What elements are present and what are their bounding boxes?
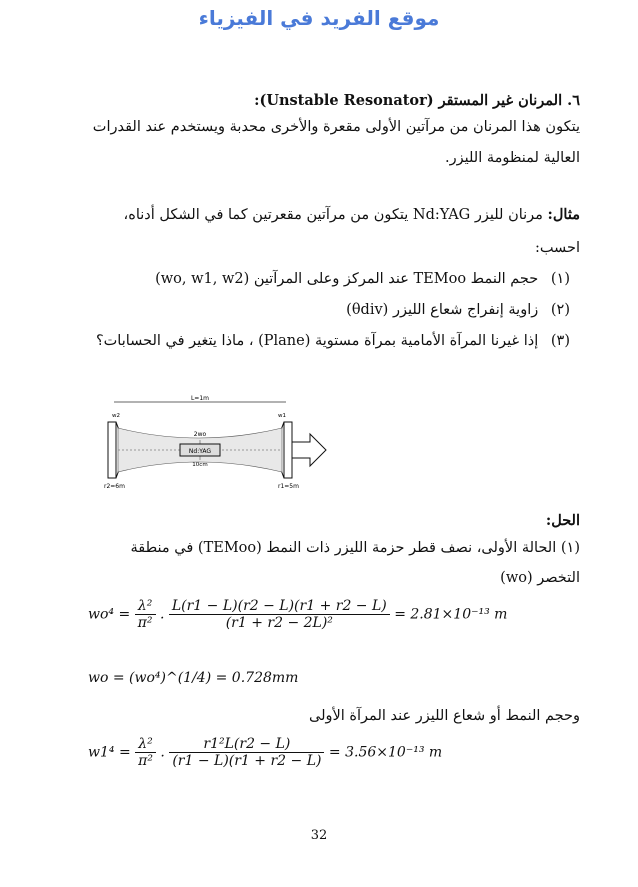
solution-title: الحل: xyxy=(545,512,580,529)
eq3-frac-a xyxy=(135,736,156,769)
example-label: مثال: xyxy=(547,206,580,223)
eq1-a-den: π² xyxy=(137,615,153,631)
resonator-diagram xyxy=(98,392,328,492)
item-text: حجم النمط TEMoo عند المركز وعلى المرآتين (wo, w1, w2) xyxy=(155,271,539,287)
solution-line-2: التخصر (wo) xyxy=(500,570,580,586)
eq3-a-den: π² xyxy=(138,753,153,769)
question-item-2 xyxy=(346,302,570,318)
paragraph-line-2: العالية لمنظومة الليزر. xyxy=(445,150,580,166)
waist-label: 2wo xyxy=(193,431,207,438)
r1-label: r1=5m xyxy=(278,483,299,490)
equation-3: w1⁴ = $\frac{\text{λ²}}{\text{π²}}$ . $\frac{\text{r1²L(r2 − L)}}{(r1 - L)(r1 + r2 - L)}$ = 3.56×10⁻¹³ m xyxy=(88,736,443,769)
eq3-lhs: w1⁴ = xyxy=(88,744,131,761)
solution-line-1: (١) الحالة الأولى، نصف قطر حزمة الليزر ذات النمط (TEMoo) في منطقة xyxy=(130,540,580,556)
example-text: مرنان لليزر Nd:YAG يتكون من مرآتين مقعرتين كما في الشكل أدناه، xyxy=(123,207,543,223)
mirror-left xyxy=(108,422,116,478)
equation-2: wo = (wo⁴)^(1/4) = 0.728mm xyxy=(88,670,299,686)
eq1-frac-a xyxy=(135,598,156,631)
item-text: زاوية إنفراج شعاع الليزر (θdiv) xyxy=(346,302,539,318)
item-number: (٣) xyxy=(550,333,570,349)
eq1-b-den: (r1 + r2 − 2L)² xyxy=(225,615,333,631)
eq1-rhs: = 2.81×10⁻¹³ m xyxy=(394,606,508,623)
r2-label: r2=6m xyxy=(104,483,125,490)
eq1-frac-b xyxy=(169,598,390,631)
w1-label: w1 xyxy=(278,413,286,419)
length-label: L=1m xyxy=(190,395,210,402)
section-title: ٦. المرنان غير المستقر (Unstable Resonator): xyxy=(254,92,580,109)
crystal-label: Nd:YAG xyxy=(188,448,212,455)
w2-label: w2 xyxy=(112,413,120,419)
item-number: (٢) xyxy=(550,302,570,318)
eq1-a-num: λ² xyxy=(135,598,156,615)
page-number: 32 xyxy=(310,828,328,843)
equation-1: wo⁴ = $\frac{\text{λ²}}{\text{π²}}$ . $\frac{L(r1 - L)(r2 - L)(r1 + r2 - L)}{\text{(r1 + r2 − 2L)²}}$ = 2.81×10⁻¹³ m xyxy=(88,598,508,631)
question-item-1 xyxy=(155,271,570,287)
item-text: إذا غيرنا المرآة الأمامية بمرآة مستوية (Plane) ، ماذا يتغير في الحسابات؟ xyxy=(95,333,539,349)
site-title: موقع الفريد في الفيزياء xyxy=(198,6,440,30)
question-item-3 xyxy=(96,333,570,349)
item-number: (١) xyxy=(550,271,570,287)
ask-label: احسب: xyxy=(534,240,580,256)
eq3-frac-b xyxy=(169,736,324,769)
eq3-rhs: = 3.56×10⁻¹³ m xyxy=(328,744,443,761)
example-line xyxy=(124,206,580,223)
mirror-right xyxy=(284,422,292,478)
output-arrow-icon xyxy=(292,434,326,466)
crystal-length-label: 10cm xyxy=(192,462,208,468)
eq3-b-den: (r1 − L)(r1 + r2 − L) xyxy=(172,753,322,769)
eq3-a-num: λ² xyxy=(135,736,156,753)
eq1-b-num: L(r1 − L)(r2 − L)(r1 + r2 − L) xyxy=(169,598,390,615)
eq1-lhs: wo⁴ = xyxy=(88,606,131,623)
paragraph-line-1: يتكون هذا المرنان من مرآتين الأولى مقعرة والأخرى محدبة ويستخدم عند القدرات xyxy=(92,119,580,135)
eq3-b-num: r1²L(r2 − L) xyxy=(169,736,324,753)
solution-line-3: وحجم النمط أو شعاع الليزر عند المرآة الأولى xyxy=(309,708,580,724)
